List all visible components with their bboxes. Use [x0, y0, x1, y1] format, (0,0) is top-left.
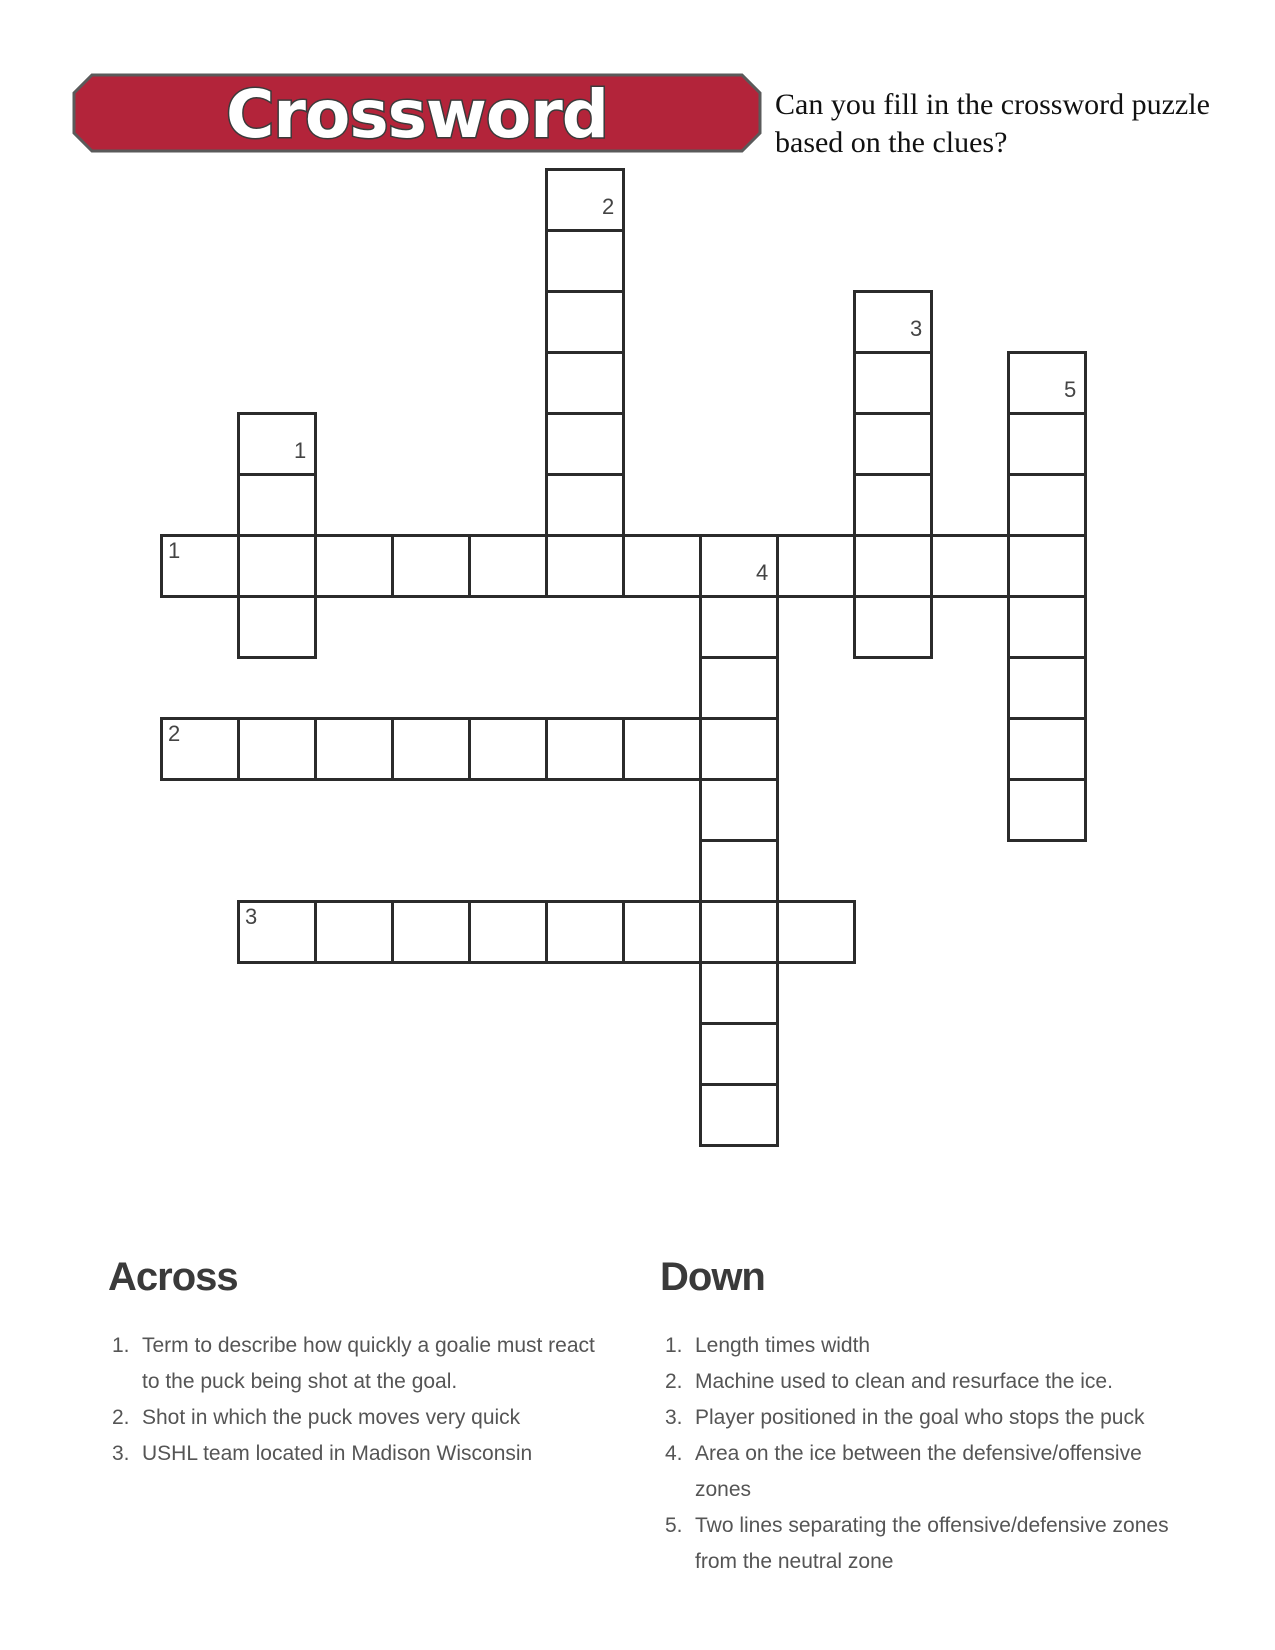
crossword-cell[interactable]	[622, 900, 702, 964]
down-clue-list	[665, 1328, 1185, 1580]
down-clue: 2. Machine used to clean and resurface the ice.	[665, 1370, 1113, 1393]
down-number-5: 5	[1064, 377, 1077, 402]
crossword-cell[interactable]	[545, 229, 625, 293]
page-title: Crossword	[225, 76, 608, 153]
crossword-cell[interactable]	[776, 900, 856, 964]
crossword-cell[interactable]	[1007, 412, 1087, 476]
across-number-2: 2	[168, 721, 181, 746]
down-heading: Down	[660, 1255, 765, 1299]
crossword-cell[interactable]	[699, 595, 779, 659]
crossword-cell[interactable]	[699, 1022, 779, 1086]
crossword-cell[interactable]	[545, 534, 625, 598]
crossword-cell[interactable]	[545, 351, 625, 415]
crossword-cell[interactable]	[853, 351, 933, 415]
crossword-cell[interactable]	[699, 656, 779, 720]
crossword-cell[interactable]	[1007, 534, 1087, 598]
crossword-cell[interactable]	[545, 290, 625, 354]
crossword-cell[interactable]	[545, 900, 625, 964]
crossword-cell[interactable]	[237, 900, 317, 964]
crossword-cell[interactable]	[699, 900, 779, 964]
crossword-cell[interactable]	[1007, 595, 1087, 659]
across-clue: 3. USHL team located in Madison Wisconsin	[112, 1442, 533, 1465]
across-number-1: 1	[168, 538, 181, 563]
crossword-cell[interactable]	[699, 961, 779, 1025]
crossword-cell[interactable]	[1007, 656, 1087, 720]
crossword-cell[interactable]	[930, 534, 1010, 598]
crossword-cell[interactable]	[237, 412, 317, 476]
crossword-cell[interactable]	[237, 534, 317, 598]
down-number-3: 3	[910, 316, 923, 341]
crossword-cell[interactable]	[468, 900, 548, 964]
crossword-cell[interactable]	[160, 534, 240, 598]
down-clue: 4. Area on the ice between the defensive/offensive zones	[665, 1442, 1142, 1501]
crossword-cell[interactable]	[699, 778, 779, 842]
down-clue: 3. Player positioned in the goal who stops the puck	[665, 1406, 1145, 1429]
crossword-cell[interactable]	[699, 1083, 779, 1147]
crossword-cell[interactable]	[853, 412, 933, 476]
crossword-cell[interactable]	[853, 534, 933, 598]
intro-text: Can you fill in the crossword puzzle based on the clues?	[775, 88, 1210, 159]
crossword-cell[interactable]	[776, 534, 856, 598]
crossword-cell[interactable]	[545, 168, 625, 232]
crossword-cell[interactable]	[699, 534, 779, 598]
crossword-cell[interactable]	[1007, 717, 1087, 781]
across-heading: Across	[108, 1255, 238, 1299]
crossword-cell[interactable]	[853, 473, 933, 537]
crossword-cell[interactable]	[853, 290, 933, 354]
crossword-cell[interactable]	[314, 717, 394, 781]
crossword-cell[interactable]	[468, 717, 548, 781]
crossword-cell[interactable]	[237, 473, 317, 537]
down-number-1: 1	[294, 438, 307, 463]
down-number-4: 4	[756, 560, 769, 585]
crossword-cell[interactable]	[1007, 778, 1087, 842]
crossword-cell[interactable]	[699, 839, 779, 903]
crossword-cell[interactable]	[699, 717, 779, 781]
crossword-cell[interactable]	[160, 717, 240, 781]
crossword-cell[interactable]	[468, 534, 548, 598]
crossword-cell[interactable]	[314, 534, 394, 598]
crossword-cell[interactable]	[237, 717, 317, 781]
crossword-cell[interactable]	[622, 717, 702, 781]
across-clue-list	[112, 1328, 612, 1472]
across-clue: 1. Term to describe how quickly a goalie must react to the puck being shot at the goal.	[112, 1334, 595, 1393]
crossword-cell[interactable]	[545, 717, 625, 781]
across-number-3: 3	[245, 904, 258, 929]
crossword-cell[interactable]	[622, 534, 702, 598]
crossword-cell[interactable]	[853, 595, 933, 659]
across-clue: 2. Shot in which the puck moves very quick	[112, 1406, 521, 1429]
crossword-cell[interactable]	[391, 534, 471, 598]
crossword-cell[interactable]	[1007, 351, 1087, 415]
title-banner	[72, 73, 762, 153]
crossword-cell[interactable]	[237, 595, 317, 659]
crossword-cell[interactable]	[391, 717, 471, 781]
crossword-cell[interactable]	[1007, 473, 1087, 537]
down-clue: 5. Two lines separating the offensive/defensive zones from the neutral zone	[665, 1514, 1169, 1573]
down-clue: 1. Length times width	[665, 1334, 871, 1357]
crossword-cell[interactable]	[545, 412, 625, 476]
down-number-2: 2	[602, 194, 615, 219]
crossword-cell[interactable]	[545, 473, 625, 537]
crossword-cell[interactable]	[391, 900, 471, 964]
crossword-cell[interactable]	[314, 900, 394, 964]
